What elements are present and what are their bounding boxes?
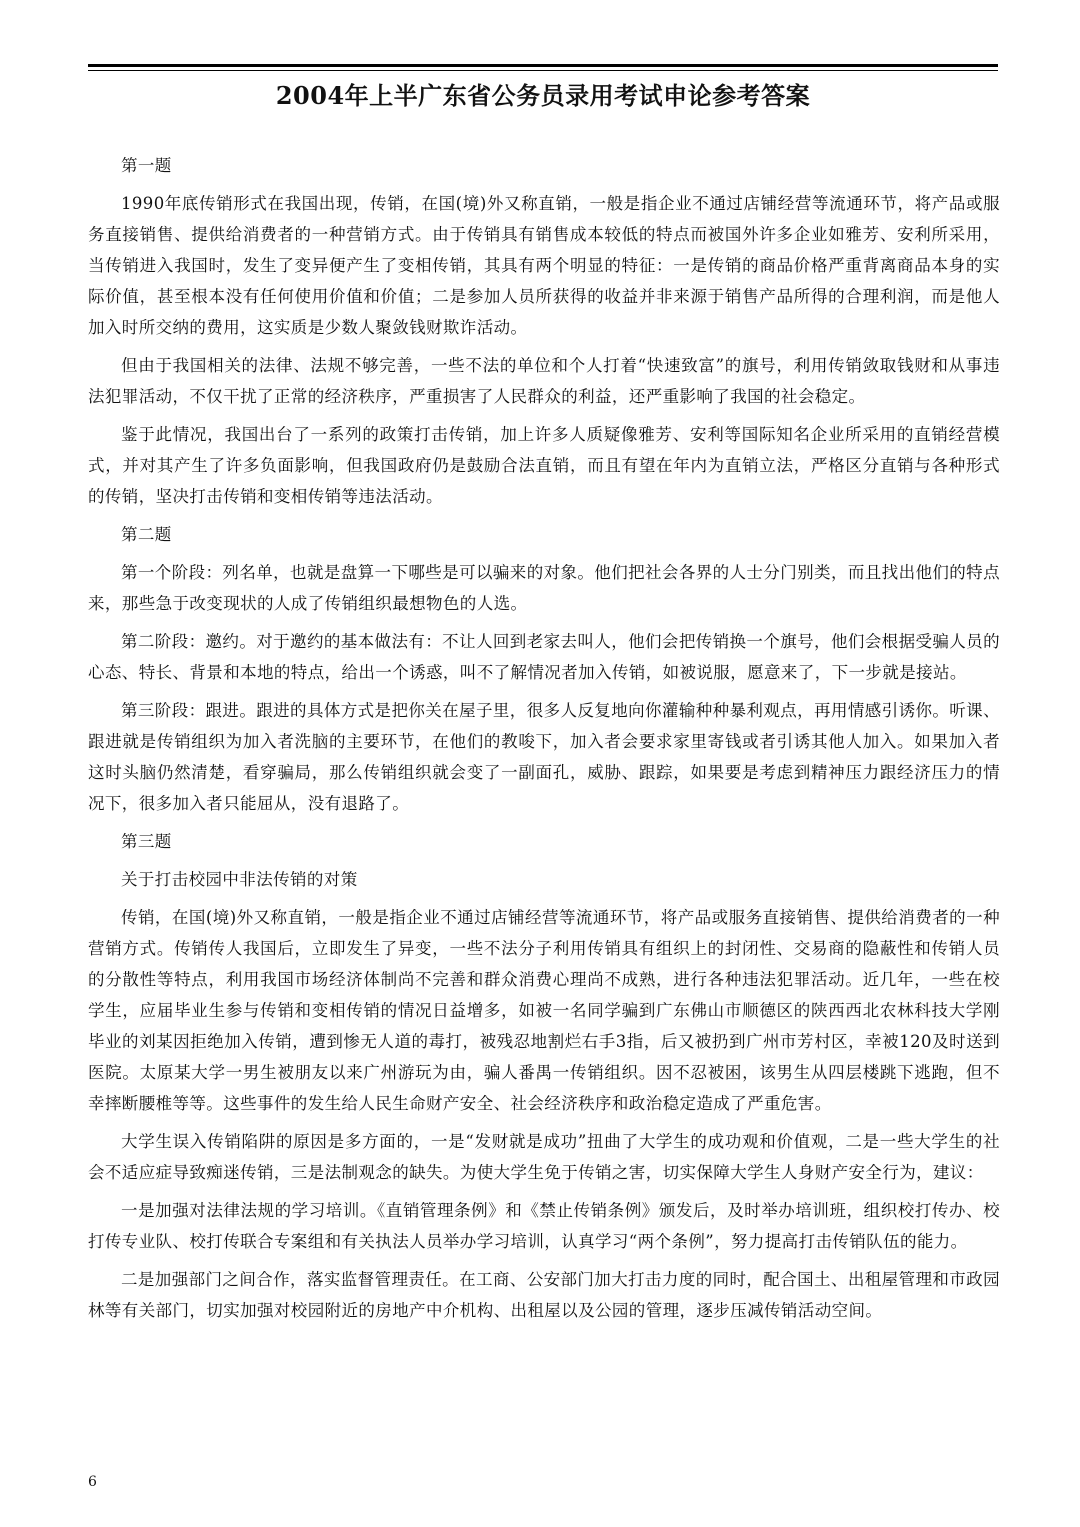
page-number: 6 xyxy=(88,1474,97,1490)
paragraph: 大学生误入传销陷阱的原因是多方面的，一是“发财就是成功”扭曲了大学生的成功观和价值观，二是一些大学生的社会不适应症导致痴迷传销，三是法制观念的缺失。为使大学生免于传销之害，切实保障大学生人身财产安全行为，建议： xyxy=(88,1132,1000,1182)
document-body xyxy=(88,150,1000,1333)
section-heading-q2: 第二题 xyxy=(121,525,172,544)
paragraph: 二是加强部门之间合作，落实监督管理责任。在工商、公安部门加大打击力度的同时，配合国土、出租屋管理和市政园林等有关部门，切实加强对校园附近的房地产中介机构、出租屋以及公园的管理，逐步压减传销活动空间。 xyxy=(88,1270,1000,1320)
page-title: 2004年上半广东省公务员录用考试申论参考答案 xyxy=(275,81,811,110)
section-heading-q1: 第一题 xyxy=(121,156,172,175)
paragraph: 传销，在国(境)外又称直销，一般是指企业不通过店铺经营等流通环节，将产品或服务直接销售、提供给消费者的一种营销方式。传销传人我国后，立即发生了异变，一些不法分子利用传销具有组织上的封闭性、交易商的隐蔽性和传销人员的分散性等特点，利用我国市场经济体制尚不完善和群众消费心理尚不成熟，进行各种违法犯罪活动。近几年，一些在校学生，应届毕业生参与传销和变相传销的情况日益增多，如被一名同学骗到广东佛山市顺德区的陕西西北农林科技大学刚毕业的刘某因拒绝加入传销，遭到惨无人道的毒打，被残忍地割烂右手3指，后又被扔到广州市芳村区，幸被120及时送到医院。太原某大学一男生被朋友以来广州游玩为由，骗人番禺一传销组织。因不忍被困，该男生从四层楼跳下逃跑，但不幸摔断腰椎等等。这些事件的发生给人民生命财产安全、社会经济秩序和政治稳定造成了严重危害。 xyxy=(88,908,1000,1113)
paragraph: 第二阶段：邀约。对于邀约的基本做法有：不让人回到老家去叫人，他们会把传销换一个旗号，他们会根据受骗人员的心态、特长、背景和本地的特点，给出一个诱惑，叫不了解情况者加入传销，如被说服，愿意来了，下一步就是接站。 xyxy=(88,632,1000,682)
essay-title: 关于打击校园中非法传销的对策 xyxy=(121,870,358,889)
paragraph: 一是加强对法律法规的学习培训。《直销管理条例》和《禁止传销条例》颁发后，及时举办培训班，组织校打传办、校打传专业队、校打传联合专案组和有关执法人员举办学习培训，认真学习“两个条例”，努力提高打击传销队伍的能力。 xyxy=(88,1201,1000,1251)
paragraph: 鉴于此情况，我国出台了一系列的政策打击传销，加上许多人质疑像雅芳、安利等国际知名企业所采用的直销经营模式，并对其产生了许多负面影响，但我国政府仍是鼓励合法直销，而且有望在年内为直销立法，严格区分直销与各种形式的传销，坚决打击传销和变相传销等违法活动。 xyxy=(88,425,1000,506)
header-rule-thick xyxy=(88,64,998,67)
header-rule-thin xyxy=(88,70,998,71)
section-heading-q3: 第三题 xyxy=(121,832,172,851)
paragraph: 第一个阶段：列名单，也就是盘算一下哪些是可以骗来的对象。他们把社会各界的人士分门别类，而且找出他们的特点来，那些急于改变现状的人成了传销组织最想物色的人选。 xyxy=(88,563,1000,613)
paragraph: 第三阶段：跟进。跟进的具体方式是把你关在屋子里，很多人反复地向你灌输种种暴利观点，再用情感引诱你。听课、跟进就是传销组织为加入者洗脑的主要环节，在他们的教唆下，加入者会要求家里寄钱或者引诱其他人加入。如果加入者这时头脑仍然清楚，看穿骗局，那么传销组织就会变了一副面孔，威胁、跟踪，如果要是考虑到精神压力跟经济压力的情况下，很多加入者只能屈从，没有退路了。 xyxy=(88,701,1000,813)
paragraph: 1990年底传销形式在我国出现，传销，在国(境)外又称直销，一般是指企业不通过店铺经营等流通环节，将产品或服务直接销售、提供给消费者的一种营销方式。由于传销具有销售成本较低的特点而被国外许多企业如雅芳、安利所采用，当传销进入我国时，发生了变异便产生了变相传销，其具有两个明显的特征：一是传销的商品价格严重背离商品本身的实际价值，甚至根本没有任何使用价值和价值；二是参加人员所获得的收益并非来源于销售产品所得的合理利润，而是他人加入时所交纳的费用，这实质是少数人聚敛钱财欺诈活动。 xyxy=(88,194,1000,337)
paragraph: 但由于我国相关的法律、法规不够完善，一些不法的单位和个人打着“快速致富”的旗号，利用传销敛取钱财和从事违法犯罪活动，不仅干扰了正常的经济秩序，严重损害了人民群众的利益，还严重影响了我国的社会稳定。 xyxy=(88,356,1000,406)
